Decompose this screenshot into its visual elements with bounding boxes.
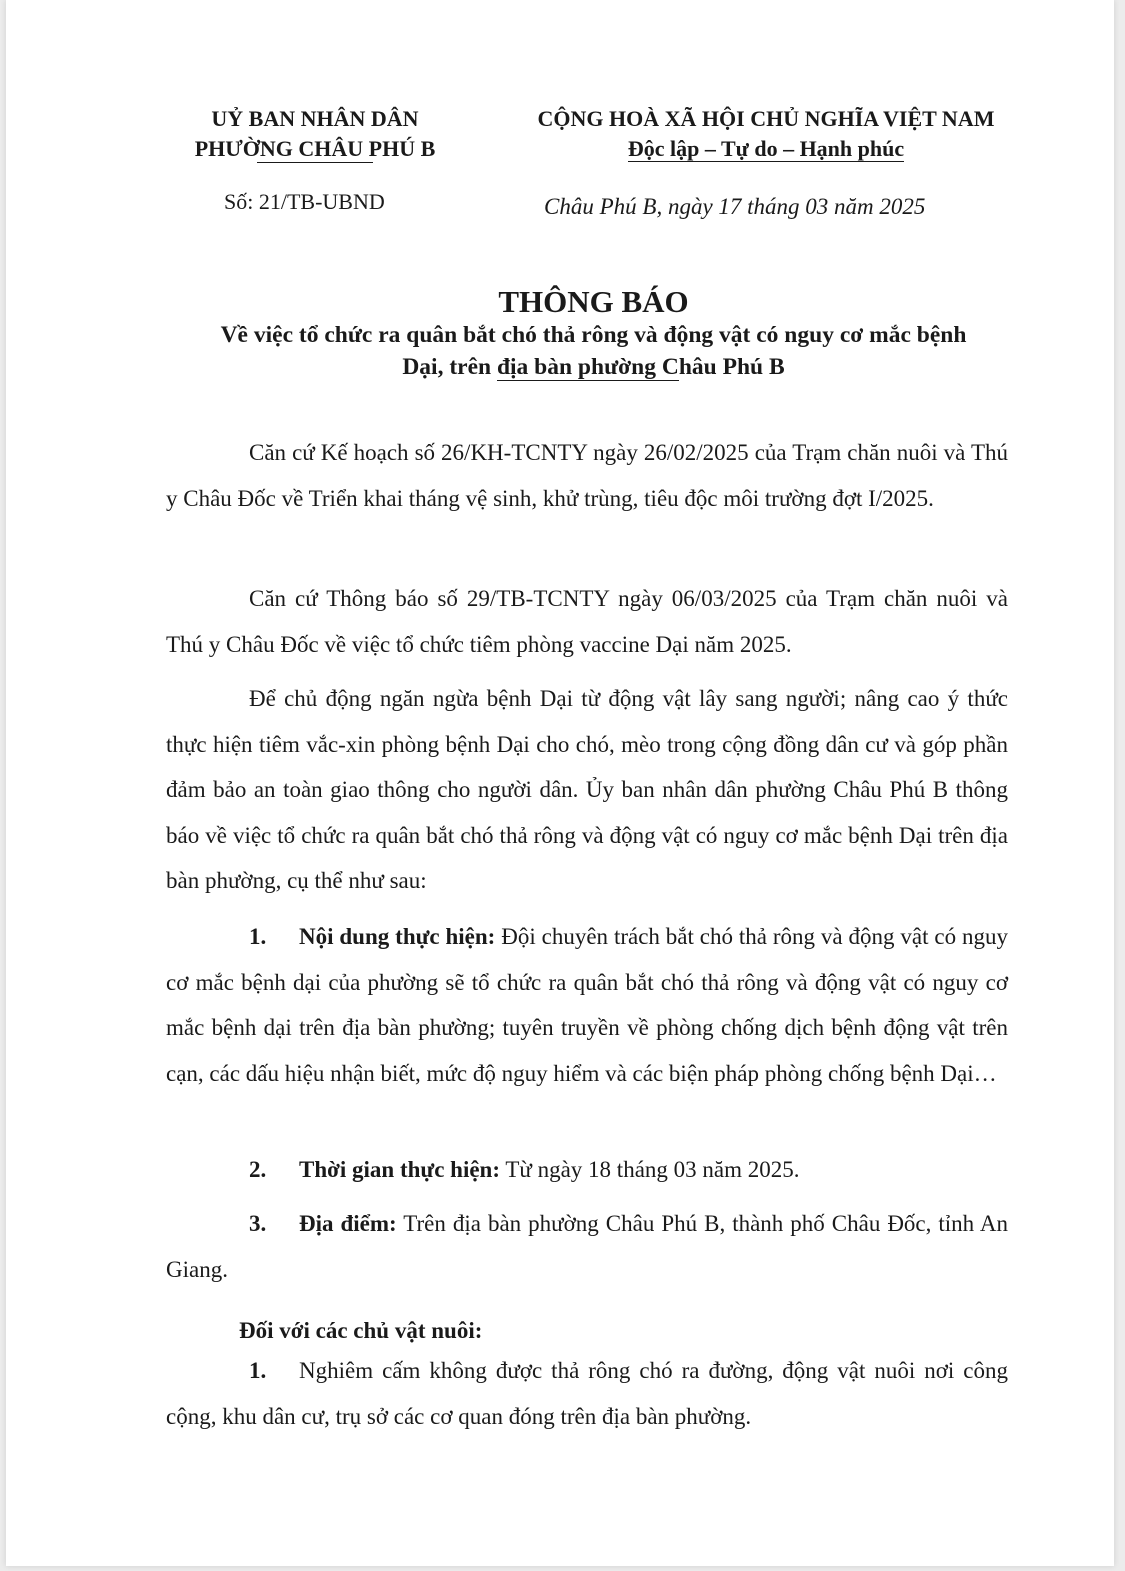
item-1-number: 1. bbox=[249, 924, 267, 949]
paragraph-legal-basis-2: Căn cứ Thông báo số 29/TB-TCNTY ngày 06/03/2025 của Trạm chăn nuôi và Thú y Châu Đốc về việc tổ chức tiêm phòng vaccine Dại năm 2025. bbox=[166, 586, 1008, 657]
agency-line-1: UỶ BAN NHÂN DÂN bbox=[211, 106, 419, 131]
item-1-lead: Nội dung thực hiện: bbox=[299, 924, 496, 949]
item-2-text: Từ ngày 18 tháng 03 năm 2025. bbox=[500, 1157, 800, 1182]
document-subtitle-line-2: Dại, trên địa bàn phường Châu Phú B bbox=[402, 354, 785, 380]
country-name: CỘNG HOÀ XÃ HỘI CHỦ NGHĨA VIỆT NAM bbox=[537, 106, 995, 131]
owner-rule-1 bbox=[166, 1348, 1008, 1439]
item-content bbox=[166, 914, 1008, 1096]
owners-heading: Đối với các chủ vật nuôi: bbox=[239, 1318, 483, 1343]
national-motto bbox=[502, 104, 1030, 164]
item-location bbox=[166, 1201, 1008, 1292]
item-3-number: 3. bbox=[249, 1211, 267, 1236]
document-number: Số: 21/TB-UBND bbox=[224, 189, 385, 214]
item-2-lead: Thời gian thực hiện: bbox=[299, 1157, 500, 1182]
agency-underline bbox=[257, 162, 373, 163]
owner-1-number: 1. bbox=[249, 1358, 267, 1383]
document-page bbox=[6, 0, 1114, 1566]
owner-1-text: Nghiêm cấm không được thả rông chó ra đường, động vật nuôi nơi công cộng, khu dân cư, trụ sở các cơ quan đóng trên địa bàn phường. bbox=[166, 1358, 1008, 1429]
agency-line-2: PHƯỜNG CHÂU PHÚ B bbox=[194, 136, 436, 161]
subtitle-underline bbox=[497, 380, 679, 381]
motto-line bbox=[502, 134, 1030, 164]
item-2-number: 2. bbox=[249, 1157, 267, 1182]
agency-name bbox=[156, 104, 474, 164]
paragraph-purpose: Để chủ động ngăn ngừa bệnh Dại từ động vật lây sang người; nâng cao ý thức thực hiện tiêm vắc-xin phòng bệnh Dại cho chó, mèo trong cộng đồng dân cư và góp phần đảm bảo an toàn giao thông cho người dân. Ủy ban nhân dân phường Châu Phú B thông báo về việc tổ chức ra quân bắt chó thả rông và động vật có nguy cơ mắc bệnh Dại trên địa bàn phường, cụ thể như sau: bbox=[166, 686, 1008, 893]
motto-text: Độc lập – Tự do – Hạnh phúc bbox=[627, 136, 905, 161]
item-1-text: Đội chuyên trách bắt chó thả rông và động vật có nguy cơ mắc bệnh dại của phường sẽ tổ chức ra quân bắt chó thả rông và động vật có nguy cơ mắc bệnh dại trên địa bàn phường; tuyên truyền về phòng chống dịch bệnh động vật trên cạn, các dấu hiệu nhận biết, mức độ nguy hiểm và các biện pháp phòng chống bệnh Dại… bbox=[166, 924, 1008, 1086]
paragraph-legal-basis-1: Căn cứ Kế hoạch số 26/KH-TCNTY ngày 26/02/2025 của Trạm chăn nuôi và Thú y Châu Đốc về Triển khai tháng vệ sinh, khử trùng, tiêu độc môi trường đợt I/2025. bbox=[166, 440, 1008, 511]
place-date: Châu Phú B, ngày 17 tháng 03 năm 2025 bbox=[544, 194, 926, 219]
item-3-lead: Địa điểm: bbox=[299, 1211, 397, 1236]
item-time bbox=[166, 1147, 1008, 1193]
document-subtitle-line-1: Về việc tổ chức ra quân bắt chó thả rông và động vật có nguy cơ mắc bệnh bbox=[220, 322, 967, 348]
item-3-text: Trên địa bàn phường Châu Phú B, thành phố Châu Đốc, tỉnh An Giang. bbox=[166, 1211, 1008, 1282]
document-title: THÔNG BÁO bbox=[498, 284, 689, 319]
